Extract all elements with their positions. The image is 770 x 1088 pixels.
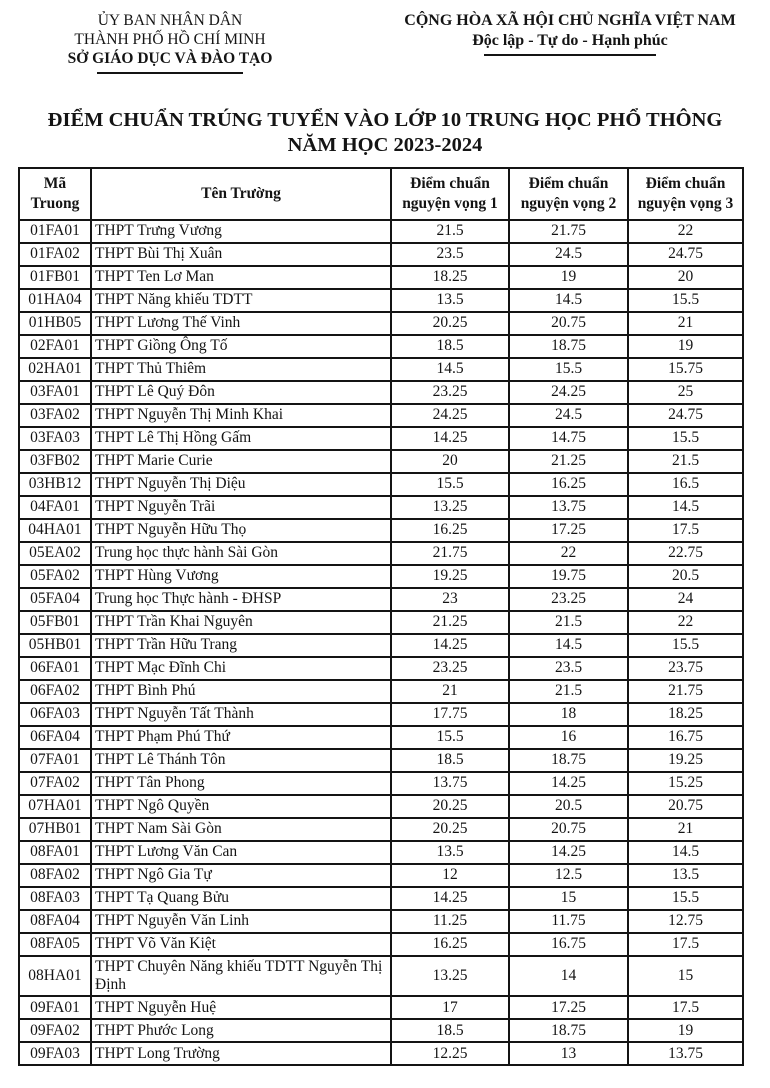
score-nv1-cell: 21.25 [391,611,509,634]
score-table [18,167,744,1067]
school-code-cell: 07HA01 [19,795,91,818]
table-row [19,657,743,680]
score-nv3-cell: 22 [628,220,743,243]
school-code-cell: 01FB01 [19,266,91,289]
score-nv2-cell: 18.75 [509,335,628,358]
score-nv2-cell: 14.5 [509,634,628,657]
score-nv2-cell: 15.5 [509,358,628,381]
school-code-cell: 06FA02 [19,680,91,703]
score-nv1-cell: 18.5 [391,335,509,358]
header-score-nv1: Điểm chuẩn nguyện vọng 1 [391,168,509,220]
school-name-cell: THPT Trưng Vương [91,220,391,243]
score-nv3-cell: 20.75 [628,795,743,818]
school-name-cell: THPT Nguyễn Thị Minh Khai [91,404,391,427]
score-nv3-cell: 15.75 [628,358,743,381]
school-name-cell: THPT Giồng Ông Tố [91,335,391,358]
table-row [19,1042,743,1065]
score-nv1-cell: 13.5 [391,841,509,864]
table-row [19,220,743,243]
table-row [19,404,743,427]
score-nv3-cell: 22.75 [628,542,743,565]
score-nv2-cell: 16 [509,726,628,749]
score-nv2-cell: 21.25 [509,450,628,473]
school-name-cell: THPT Marie Curie [91,450,391,473]
score-nv3-cell: 13.75 [628,1042,743,1065]
score-nv3-cell: 15.5 [628,634,743,657]
score-nv3-cell: 21.75 [628,680,743,703]
score-nv2-cell: 23.25 [509,588,628,611]
table-row [19,427,743,450]
table-row [19,565,743,588]
score-nv3-cell: 24 [628,588,743,611]
school-name-cell: THPT Nguyễn Trãi [91,496,391,519]
score-nv1-cell: 14.25 [391,887,509,910]
score-nv1-cell: 13.25 [391,496,509,519]
table-row [19,795,743,818]
school-name-cell: THPT Nguyễn Văn Linh [91,910,391,933]
score-nv3-cell: 16.5 [628,473,743,496]
school-name-cell: THPT Lương Văn Can [91,841,391,864]
score-nv2-cell: 11.75 [509,910,628,933]
score-nv2-cell: 21.5 [509,680,628,703]
school-name-cell: THPT Nguyễn Hữu Thọ [91,519,391,542]
score-nv3-cell: 20 [628,266,743,289]
school-name-cell: THPT Lê Quý Đôn [91,381,391,404]
score-nv2-cell: 13 [509,1042,628,1065]
table-row [19,933,743,956]
table-row [19,996,743,1019]
school-name-cell: THPT Nguyễn Thị Diệu [91,473,391,496]
header-school-name: Tên Trường [91,168,391,220]
school-code-cell: 06FA01 [19,657,91,680]
score-nv3-cell: 17.5 [628,996,743,1019]
score-nv1-cell: 13.5 [391,289,509,312]
school-code-cell: 06FA04 [19,726,91,749]
motto-underline [484,54,656,56]
score-nv1-cell: 18.5 [391,749,509,772]
school-name-cell: THPT Mạc Đĩnh Chi [91,657,391,680]
table-row [19,496,743,519]
score-nv3-cell: 19 [628,335,743,358]
score-nv1-cell: 14.5 [391,358,509,381]
agency-line-1: ỦY BAN NHÂN DÂN [97,12,243,29]
score-nv2-cell: 13.75 [509,496,628,519]
school-code-cell: 05FB01 [19,611,91,634]
score-nv2-cell: 15 [509,887,628,910]
score-nv1-cell: 23.25 [391,657,509,680]
score-nv2-cell: 16.75 [509,933,628,956]
score-nv2-cell: 21.75 [509,220,628,243]
school-code-cell: 05FA04 [19,588,91,611]
table-row [19,243,743,266]
score-nv1-cell: 14.25 [391,427,509,450]
table-row [19,358,743,381]
score-nv2-cell: 16.25 [509,473,628,496]
score-nv2-cell: 21.5 [509,611,628,634]
agency-line-3: SỞ GIÁO DỤC VÀ ĐÀO TẠO [67,50,273,68]
school-code-cell: 07HB01 [19,818,91,841]
score-nv3-cell: 12.75 [628,910,743,933]
school-code-cell: 03FB02 [19,450,91,473]
page-title-line-2: NĂM HỌC 2023-2024 [287,133,483,156]
score-nv2-cell: 17.25 [509,996,628,1019]
table-row [19,312,743,335]
score-nv2-cell: 24.25 [509,381,628,404]
agency-line-2: THÀNH PHỐ HỒ CHÍ MINH [74,31,266,49]
score-nv3-cell: 14.5 [628,496,743,519]
table-row [19,542,743,565]
score-nv3-cell: 16.75 [628,726,743,749]
school-code-cell: 08FA04 [19,910,91,933]
score-nv3-cell: 15.5 [628,887,743,910]
school-name-cell: THPT Hùng Vương [91,565,391,588]
motto-line: Độc lập - Tự do - Hạnh phúc [472,31,668,49]
school-code-cell: 08HA01 [19,956,91,997]
score-nv3-cell: 21 [628,818,743,841]
score-nv1-cell: 17 [391,996,509,1019]
score-nv2-cell: 14 [509,956,628,997]
score-nv3-cell: 13.5 [628,864,743,887]
score-nv2-cell: 23.5 [509,657,628,680]
table-row [19,956,743,997]
table-row [19,473,743,496]
score-nv3-cell: 22 [628,611,743,634]
score-nv1-cell: 20.25 [391,795,509,818]
score-nv3-cell: 20.5 [628,565,743,588]
agency-underline [97,72,243,74]
score-nv3-cell: 25 [628,381,743,404]
score-nv2-cell: 17.25 [509,519,628,542]
school-code-cell: 05FA02 [19,565,91,588]
score-nv1-cell: 21.5 [391,220,509,243]
table-row [19,1019,743,1042]
school-code-cell: 07FA01 [19,749,91,772]
school-name-cell: THPT Nguyễn Tất Thành [91,703,391,726]
page-title [0,108,770,158]
score-nv3-cell: 17.5 [628,519,743,542]
score-nv1-cell: 13.75 [391,772,509,795]
school-code-cell: 05EA02 [19,542,91,565]
issuing-agency-block [0,11,340,74]
score-nv2-cell: 14.25 [509,772,628,795]
header-school-code: Mã Truong [19,168,91,220]
score-nv1-cell: 21.75 [391,542,509,565]
table-row [19,289,743,312]
score-nv3-cell: 15 [628,956,743,997]
school-code-cell: 01HA04 [19,289,91,312]
school-code-cell: 09FA02 [19,1019,91,1042]
score-nv1-cell: 15.5 [391,473,509,496]
score-nv1-cell: 11.25 [391,910,509,933]
school-code-cell: 05HB01 [19,634,91,657]
school-code-cell: 01FA02 [19,243,91,266]
school-code-cell: 01FA01 [19,220,91,243]
school-code-cell: 02FA01 [19,335,91,358]
header-score-nv3: Điểm chuẩn nguyện vọng 3 [628,168,743,220]
score-nv3-cell: 15.5 [628,289,743,312]
table-row [19,588,743,611]
score-nv3-cell: 21 [628,312,743,335]
score-nv1-cell: 17.75 [391,703,509,726]
score-nv1-cell: 21 [391,680,509,703]
score-nv3-cell: 15.5 [628,427,743,450]
table-row [19,864,743,887]
score-nv2-cell: 14.75 [509,427,628,450]
table-header-row [19,168,743,220]
score-nv2-cell: 20.75 [509,818,628,841]
score-nv3-cell: 19.25 [628,749,743,772]
score-nv3-cell: 19 [628,1019,743,1042]
school-name-cell: THPT Phước Long [91,1019,391,1042]
score-nv1-cell: 16.25 [391,519,509,542]
score-nv1-cell: 18.25 [391,266,509,289]
school-code-cell: 03FA03 [19,427,91,450]
score-nv2-cell: 19.75 [509,565,628,588]
score-nv2-cell: 20.75 [509,312,628,335]
score-nv1-cell: 20.25 [391,818,509,841]
score-nv1-cell: 20 [391,450,509,473]
score-nv1-cell: 12 [391,864,509,887]
school-name-cell: THPT Lê Thị Hồng Gấm [91,427,391,450]
letterhead [0,11,770,74]
school-code-cell: 01HB05 [19,312,91,335]
score-nv2-cell: 18 [509,703,628,726]
table-row [19,887,743,910]
score-nv1-cell: 13.25 [391,956,509,997]
school-name-cell: THPT Lương Thế Vinh [91,312,391,335]
school-code-cell: 08FA01 [19,841,91,864]
score-nv1-cell: 24.25 [391,404,509,427]
score-nv1-cell: 20.25 [391,312,509,335]
school-name-cell: THPT Tân Phong [91,772,391,795]
score-nv3-cell: 24.75 [628,404,743,427]
table-row [19,266,743,289]
score-nv3-cell: 18.25 [628,703,743,726]
school-name-cell: THPT Ten Lơ Man [91,266,391,289]
school-name-cell: THPT Năng khiếu TDTT [91,289,391,312]
school-name-cell: THPT Trần Khai Nguyên [91,611,391,634]
table-row [19,680,743,703]
score-nv2-cell: 24.5 [509,404,628,427]
score-nv3-cell: 17.5 [628,933,743,956]
score-nv3-cell: 14.5 [628,841,743,864]
score-nv3-cell: 15.25 [628,772,743,795]
school-name-cell: THPT Trần Hữu Trang [91,634,391,657]
school-code-cell: 09FA03 [19,1042,91,1065]
score-nv1-cell: 19.25 [391,565,509,588]
score-nv1-cell: 16.25 [391,933,509,956]
score-nv3-cell: 23.75 [628,657,743,680]
header-score-nv2: Điểm chuẩn nguyện vọng 2 [509,168,628,220]
table-row [19,611,743,634]
table-row [19,450,743,473]
table-row [19,726,743,749]
school-code-cell: 06FA03 [19,703,91,726]
score-nv1-cell: 23 [391,588,509,611]
page-title-line-1: ĐIỂM CHUẨN TRÚNG TUYỂN VÀO LỚP 10 TRUNG HỌC PHỔ THÔNG [47,108,723,131]
school-name-cell: THPT Long Trường [91,1042,391,1065]
school-name-cell: THPT Nguyễn Huệ [91,996,391,1019]
school-name-cell: THPT Chuyên Năng khiếu TDTT Nguyễn Thị Định [91,956,391,997]
table-row [19,519,743,542]
school-code-cell: 08FA02 [19,864,91,887]
score-nv1-cell: 18.5 [391,1019,509,1042]
score-nv1-cell: 14.25 [391,634,509,657]
table-row [19,910,743,933]
school-code-cell: 07FA02 [19,772,91,795]
national-name-line: CỘNG HÒA XÃ HỘI CHỦ NGHĨA VIỆT NAM [404,12,736,29]
score-nv1-cell: 23.5 [391,243,509,266]
score-nv1-cell: 15.5 [391,726,509,749]
school-name-cell: THPT Nam Sài Gòn [91,818,391,841]
school-name-cell: Trung học thực hành Sài Gòn [91,542,391,565]
school-name-cell: THPT Bùi Thị Xuân [91,243,391,266]
score-nv2-cell: 18.75 [509,749,628,772]
score-nv3-cell: 24.75 [628,243,743,266]
score-nv2-cell: 12.5 [509,864,628,887]
school-code-cell: 04HA01 [19,519,91,542]
school-name-cell: THPT Thủ Thiêm [91,358,391,381]
score-table-body [19,220,743,1066]
school-code-cell: 03HB12 [19,473,91,496]
school-name-cell: Trung học Thực hành - ĐHSP [91,588,391,611]
school-name-cell: THPT Bình Phú [91,680,391,703]
school-code-cell: 03FA01 [19,381,91,404]
school-name-cell: THPT Lê Thánh Tôn [91,749,391,772]
table-row [19,772,743,795]
school-name-cell: THPT Ngô Quyền [91,795,391,818]
table-row [19,841,743,864]
score-nv2-cell: 18.75 [509,1019,628,1042]
school-name-cell: THPT Phạm Phú Thứ [91,726,391,749]
school-code-cell: 03FA02 [19,404,91,427]
score-nv2-cell: 14.5 [509,289,628,312]
score-nv1-cell: 23.25 [391,381,509,404]
school-name-cell: THPT Tạ Quang Bửu [91,887,391,910]
table-row [19,749,743,772]
score-nv2-cell: 24.5 [509,243,628,266]
score-nv2-cell: 22 [509,542,628,565]
school-name-cell: THPT Võ Văn Kiệt [91,933,391,956]
score-nv1-cell: 12.25 [391,1042,509,1065]
score-nv2-cell: 14.25 [509,841,628,864]
school-code-cell: 04FA01 [19,496,91,519]
score-nv2-cell: 20.5 [509,795,628,818]
table-row [19,335,743,358]
table-row [19,703,743,726]
table-row [19,634,743,657]
school-name-cell: THPT Ngô Gia Tự [91,864,391,887]
school-code-cell: 08FA03 [19,887,91,910]
table-row [19,381,743,404]
school-code-cell: 02HA01 [19,358,91,381]
score-nv3-cell: 21.5 [628,450,743,473]
school-code-cell: 08FA05 [19,933,91,956]
school-code-cell: 09FA01 [19,996,91,1019]
score-nv2-cell: 19 [509,266,628,289]
table-row [19,818,743,841]
national-motto-block [384,11,756,56]
